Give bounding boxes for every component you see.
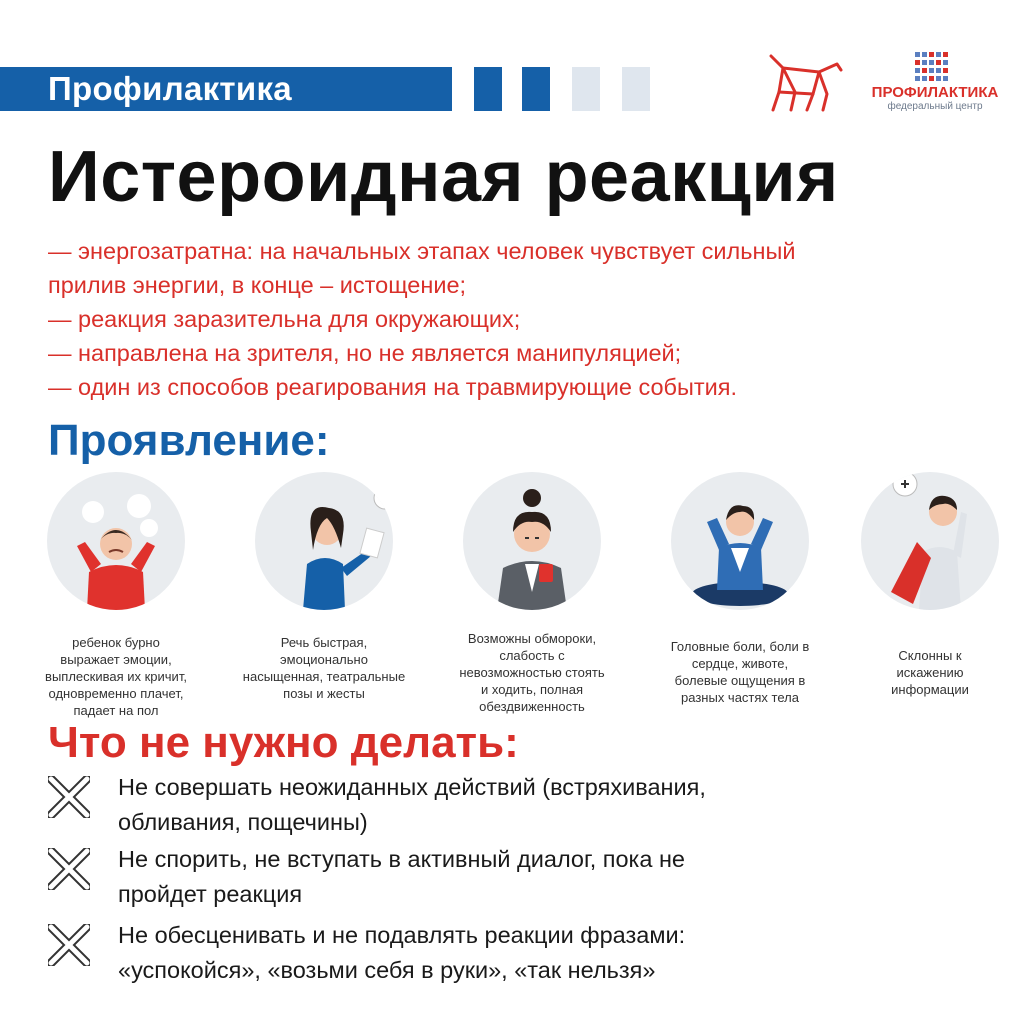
manifestation-caption: Головные боли, боли в сердце, животе, болевые ощущения в разных частях тела (670, 639, 810, 705)
decor-square (572, 67, 600, 111)
tired-woman-illustration (463, 472, 601, 610)
grid-logo-icon (915, 52, 951, 82)
donts-heading: Что не нужно делать: (48, 718, 519, 767)
logo-name: ПРОФИЛАКТИКА (871, 84, 999, 101)
decor-square (474, 67, 502, 111)
cross-icon (48, 848, 90, 890)
list-item: Не совершать неожиданных действий (встряхивания, обливания, пощечины) (48, 770, 948, 842)
manifestation-heading: Проявление: (48, 416, 330, 465)
confused-man-illustration (861, 472, 999, 610)
section-label: Профилактика (48, 70, 292, 107)
cross-icon (48, 776, 90, 818)
list-item: — направлена на зрителя, но не является манипуляцией; (48, 340, 682, 366)
list-item: — энергозатратна: на начальных этапах человек чувствует сильный (48, 238, 796, 264)
list-item: — реакция заразительна для окружающих; (48, 306, 521, 332)
sitting-man-illustration (671, 472, 809, 610)
properties-list (48, 234, 998, 404)
decor-square (522, 67, 550, 111)
decor-square (622, 67, 650, 111)
page-title: Истероидная реакция (48, 137, 839, 217)
logo-subtitle: федеральный центр (887, 101, 983, 112)
cross-icon (48, 924, 90, 966)
list-item: — один из способов реагирования на травмирующие события. (48, 374, 738, 400)
manifestation-caption: ребенок бурно выражает эмоции, выплескивая их кричит, одновременно плачет, падает на пол (45, 635, 187, 718)
horse-logo-icon (765, 52, 843, 114)
crying-child-illustration (47, 472, 185, 610)
talking-woman-illustration (255, 472, 393, 610)
manifestation-caption: Речь быстрая, эмоционально насыщенная, театральные позы и жесты (242, 635, 406, 701)
list-item: прилив энергии, в конце – истощение; (48, 272, 467, 298)
list-item: Не обесценивать и не подавлять реакции фразами: «успокойся», «возьми себя в руки», «так нельзя» (48, 918, 948, 990)
manifestation-caption: Склонны к искажению информации (891, 648, 969, 697)
list-item: Не спорить, не вступать в активный диалог, пока не пройдет реакция (48, 842, 948, 914)
manifestation-caption: Возможны обмороки, слабость с невозможностью стоять и ходить, полная обездвиженность (459, 631, 605, 714)
